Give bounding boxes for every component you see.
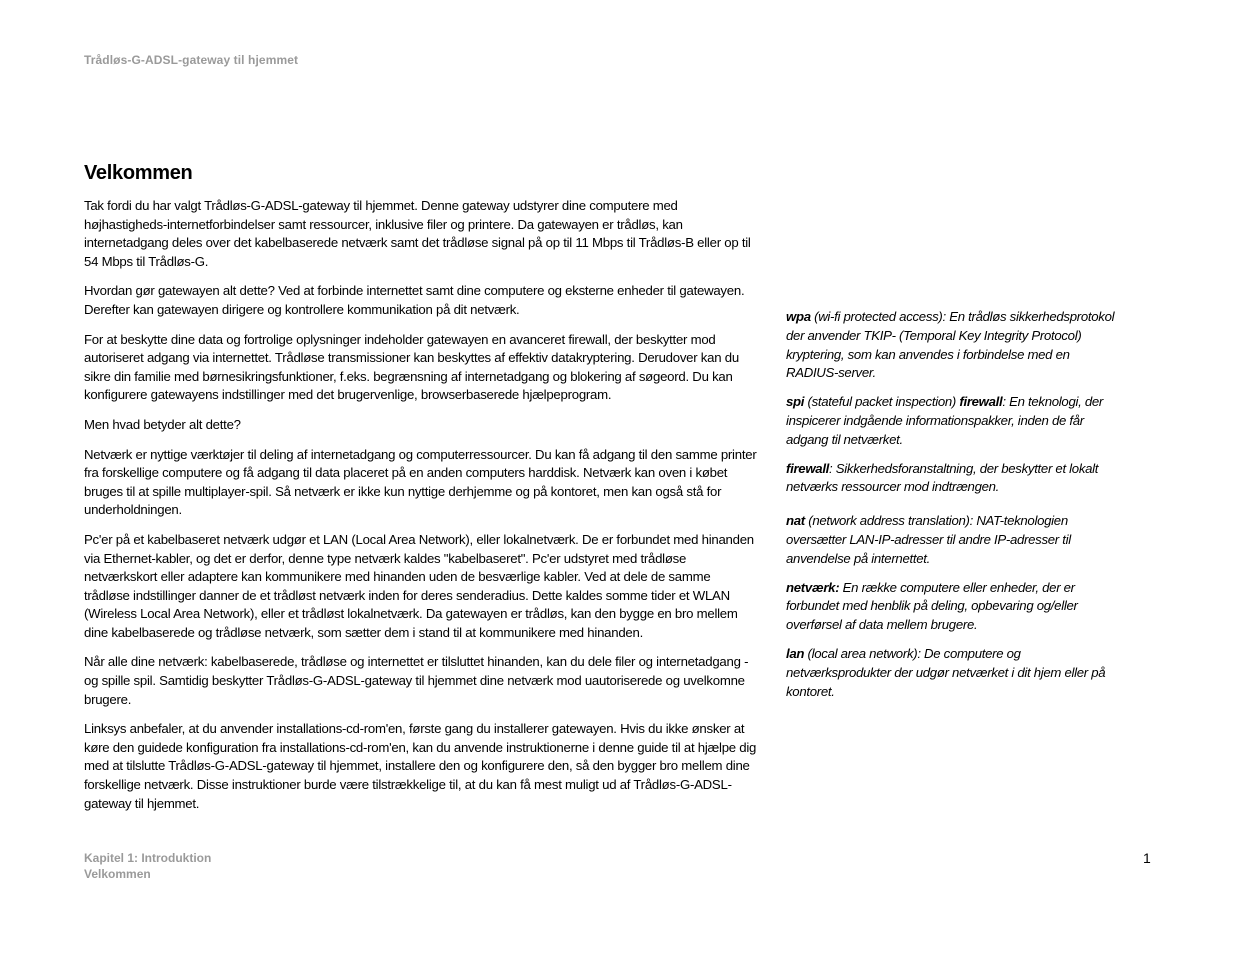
paragraph-linksys: Linksys anbefaler, at du anvender installations-cd-rom'en, første gang du installerer gatewayen. Hvis du ikke ønsker at køre den guidede konfiguration fra installations-cd-rom'en, kan du anvende instruktionerne i denne guide til at hjælpe dig med at tilslutte Trådløs-G-ADSL-gateway til hjemmet, installere den og konfigurere den, så den bygger bro mellem dine forskellige netværk. Disse instruktioner burde være tilstrækkelige til, at du kan få mest muligt ud af Trådløs-G-ADSL-gateway til hjemmet. <box>84 721 757 811</box>
paragraph-question: Men hvad betyder alt dette? <box>84 416 241 432</box>
paragraph-intro: Tak fordi du har valgt Trådløs-G-ADSL-gateway til hjemmet. Denne gateway udstyrer dine computere med højhastigheds-internetforbindelser samt ressourcer, inklusive filer og printere. Da gatewayen er trådløs, kan internetadgang deles over det kabelbaserede netværk samt det trådløse signal på op til 11 Mbps til Trådløs-B eller op til 54 Mbps til Trådløs-G. <box>84 198 751 269</box>
glossary-lan <box>786 645 1116 701</box>
glossary-definition: : Sikkerhedsforanstaltning, der beskytter et lokalt netværks ressourcer mod indtrængen. <box>786 460 1099 495</box>
paragraph-networks: Netværk er nyttige værktøjer til deling af internetadgang og computerressourcer. Du kan få adgang til den samme printer fra forskellige computere og få adgang til data placeret på en anden computers harddisk. Netværk kan oven i købet bruges til at spille multiplayer-spil. Så netværk er ikke kun nyttige derhjemme og på kontoret, men kan også stå for underholdningen. <box>84 446 757 518</box>
glossary-wpa <box>786 308 1116 383</box>
footer-section: Velkommen <box>84 867 151 881</box>
glossary-term: spi <box>786 394 805 410</box>
glossary-term: firewall <box>786 460 830 476</box>
glossary-sidebar <box>786 308 1116 711</box>
footer-chapter: Kapitel 1: Introduktion <box>84 851 212 865</box>
glossary-term: nat <box>786 513 805 529</box>
glossary-term: netværk: <box>786 579 840 595</box>
glossary-netvaerk <box>786 579 1116 635</box>
paragraph-security: For at beskytte dine data og fortrolige oplysninger indeholder gatewayen en avanceret firewall, der beskytter mod autoriseret adgang via internettet. Trådløse transmissioner kan beskyttes af effektiv datakryptering. Derudover kan du sikre din familie med børnesikringsfunktioner, f.eks. begrænsning af internetadgang og blokering af søgeord. Du kan konfigurere gatewayens indstillinger med det brugervenlige, browserbaserede hjælpeprogram. <box>84 331 739 403</box>
glossary-definition: (network address translation): NAT-teknologien oversætter LAN-IP-adresser til andre IP-adresser til anvendelse på internettet. <box>786 513 1071 566</box>
paragraph-lan: Pc'er på et kabelbaseret netværk udgør et LAN (Local Area Network), eller lokalnetværk. De er forbundet med hinanden via Ethernet-kabler, og det er derfor, denne type netværk kaldes "kabelbaseret". Pc'er udstyret med trådløse netværkskort eller adaptere kan kommunikere med hinanden uden de besværlige kabler. Ved at dele de samme trådløse indstillinger danner de et trådløst netværk inden for deres senderadius. Dette kaldes somme tider et WLAN (Wireless Local Area Network), eller et trådløst lokalnetværk. Da gatewayen er trådløs, kan den bygge en bro mellem dine kabelbaserede og trådløse netværk, som sætter dem i stand til at kommunikere med hinanden. <box>84 531 754 640</box>
footer <box>84 850 211 882</box>
glossary-definition: (local area network): De computere og netværksprodukter der udgør netværket i dit hjem eller på kontoret. <box>786 645 1106 699</box>
paragraph-connected: Når alle dine netværk: kabelbaserede, trådløse og internettet er tilsluttet hinanden, kan du dele filer og internetadgang - og spille spil. Samtidig beskytter Trådløs-G-ADSL-gateway til hjemmet dine netværk mod uautoriserede og uvelkomne brugere. <box>84 654 749 707</box>
glossary-definition: (stateful packet inspection) <box>804 394 960 410</box>
glossary-term: lan <box>786 645 805 661</box>
glossary-definition: : En teknologi, der inspicerer indgående informationspakker, inden de får adgang til netværket. <box>786 394 1104 447</box>
main-content <box>84 162 759 824</box>
glossary-firewall <box>786 460 1116 498</box>
running-header: Trådløs-G-ADSL-gateway til hjemmet <box>84 53 299 67</box>
glossary-term: wpa <box>786 309 811 324</box>
glossary-spi <box>786 393 1116 449</box>
glossary-term: firewall <box>959 394 1003 410</box>
glossary-definition: En række computere eller enheder, der er forbundet med henblik på deling, opbevaring og/eller overførsel af data mellem brugere. <box>786 579 1078 633</box>
page-title: Velkommen <box>84 162 193 184</box>
glossary-nat <box>786 512 1116 568</box>
paragraph-how: Hvordan gør gatewayen alt dette? Ved at forbinde internettet samt dine computere og eksterne enheder til gatewayen. Derefter kan gatewayen dirigere og kontrollere kommunikation på dit netværk. <box>84 283 745 317</box>
page-number: 1 <box>1143 850 1151 866</box>
glossary-definition: (wi-fi protected access): En trådløs sikkerhedsprotokol der anvender TKIP- (Temporal Key Integrity Protocol) kryptering, som kan anvendes i forbindelse med en RADIUS-server. <box>786 309 1115 381</box>
